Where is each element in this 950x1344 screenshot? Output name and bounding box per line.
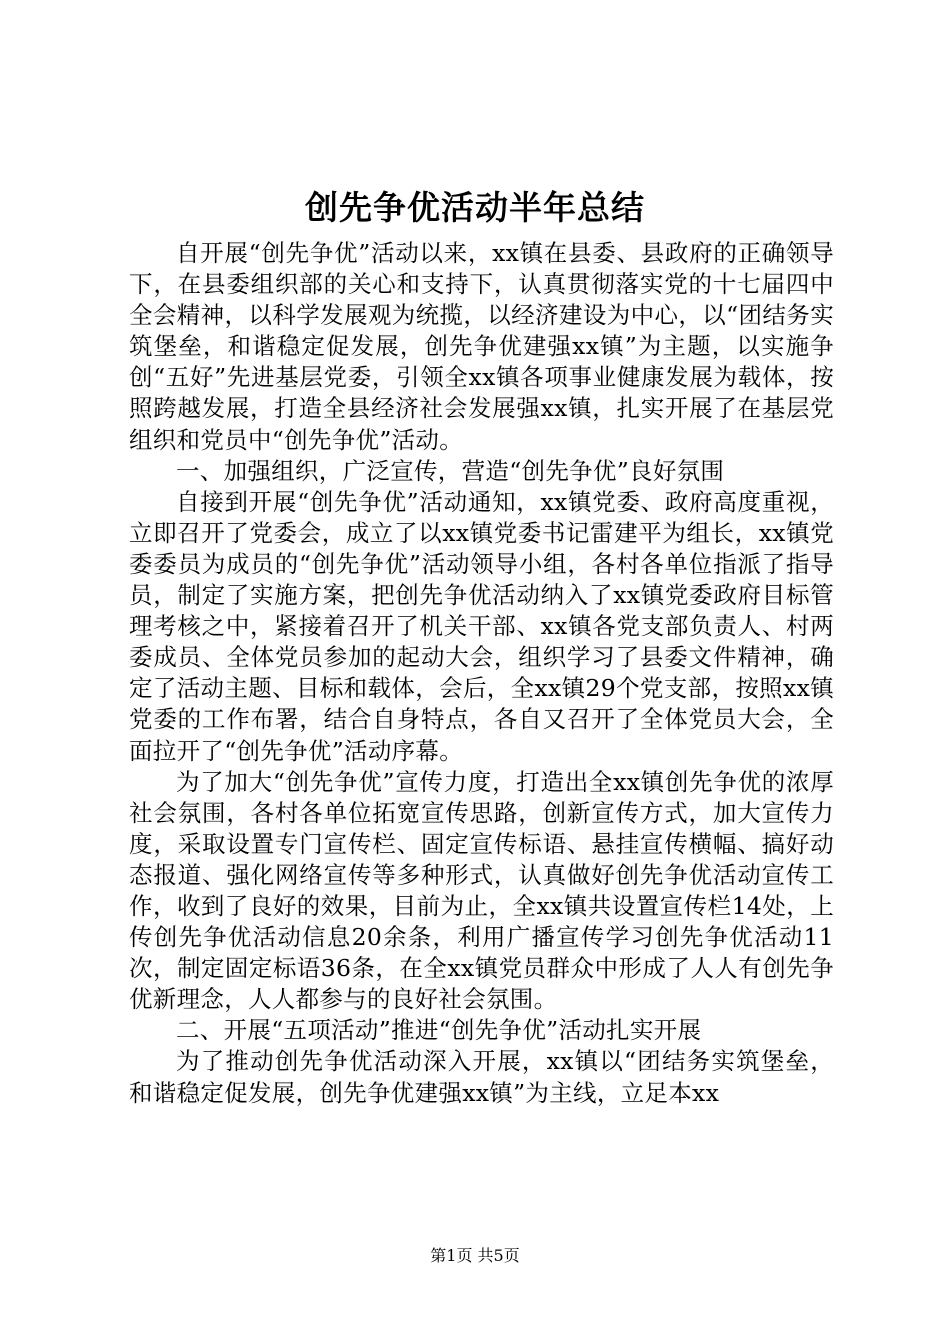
section-heading-1: 一、加强组织，广泛宣传，营造“创先争优”良好氛围 bbox=[176, 456, 725, 485]
document-body bbox=[129, 238, 834, 1109]
paragraph-organization: 自接到开展“创先争优”活动通知，xx镇党委、政府高度重视，立即召开了党委会，成立了以xx镇党委书记雷建平为组长，xx镇党委委员为成员的“创先争优”活动领导小组，各村各单位指派了指导员，制定了实施方案，把创先争优活动纳入了xx镇党委政府目标管理考核之中，紧接着召开了机关干部、xx镇各党支部负责人、村两委成员、全体党员参加的起动大会，组织学习了县委文件精神，确定了活动主题、目标和载体，会后，全xx镇29个党支部，按照xx镇党委的工作布署，结合自身特点，各自又召开了全体党员大会，全面拉开了“创先争优”活动序幕。 bbox=[129, 487, 834, 765]
paragraph-publicity: 为了加大“创先争优”宣传力度，打造出全xx镇创先争优的浓厚社会氛围，各村各单位拓宽宣传思路，创新宣传方式，加大宣传力度，采取设置专门宣传栏、固定宣传标语、悬挂宣传横幅、搞好动态报道、强化网络宣传等多种形式，认真做好创先争优活动宣传工作，收到了良好的效果，目前为止，全xx镇共设置宣传栏14处，上传创先争优活动信息20余条，利用广播宣传学习创先争优活动11次，制定固定标语36条，在全xx镇党员群众中形成了人人有创先争优新理念，人人都参与的良好社会氛围。 bbox=[129, 767, 834, 1014]
page-footer: 第1页 共5页 bbox=[430, 1246, 520, 1265]
paragraph-intro: 自开展“创先争优”活动以来，xx镇在县委、县政府的正确领导下，在县委组织部的关心和支持下，认真贯彻落实党的十七届四中全会精神，以科学发展观为统揽，以经济建设为中心，以“团结务实筑堡垒，和谐稳定促发展，创先争优建强xx镇”为主题，以实施争创“五好”先进基层党委，引领全xx镇各项事业健康发展为载体，按照跨越发展，打造全县经济社会发展强xx镇，扎实开展了在基层党组织和党员中“创先争优”活动。 bbox=[129, 239, 834, 454]
document-title: 创先争优活动半年总结 bbox=[305, 188, 645, 227]
section-heading-2: 二、开展“五项活动”推进“创先争优”活动扎实开展 bbox=[176, 1016, 702, 1045]
paragraph-five-activities: 为了推动创先争优活动深入开展，xx镇以“团结务实筑堡垒，和谐稳定促发展，创先争优建强xx镇”为主线，立足本xx bbox=[129, 1047, 834, 1107]
